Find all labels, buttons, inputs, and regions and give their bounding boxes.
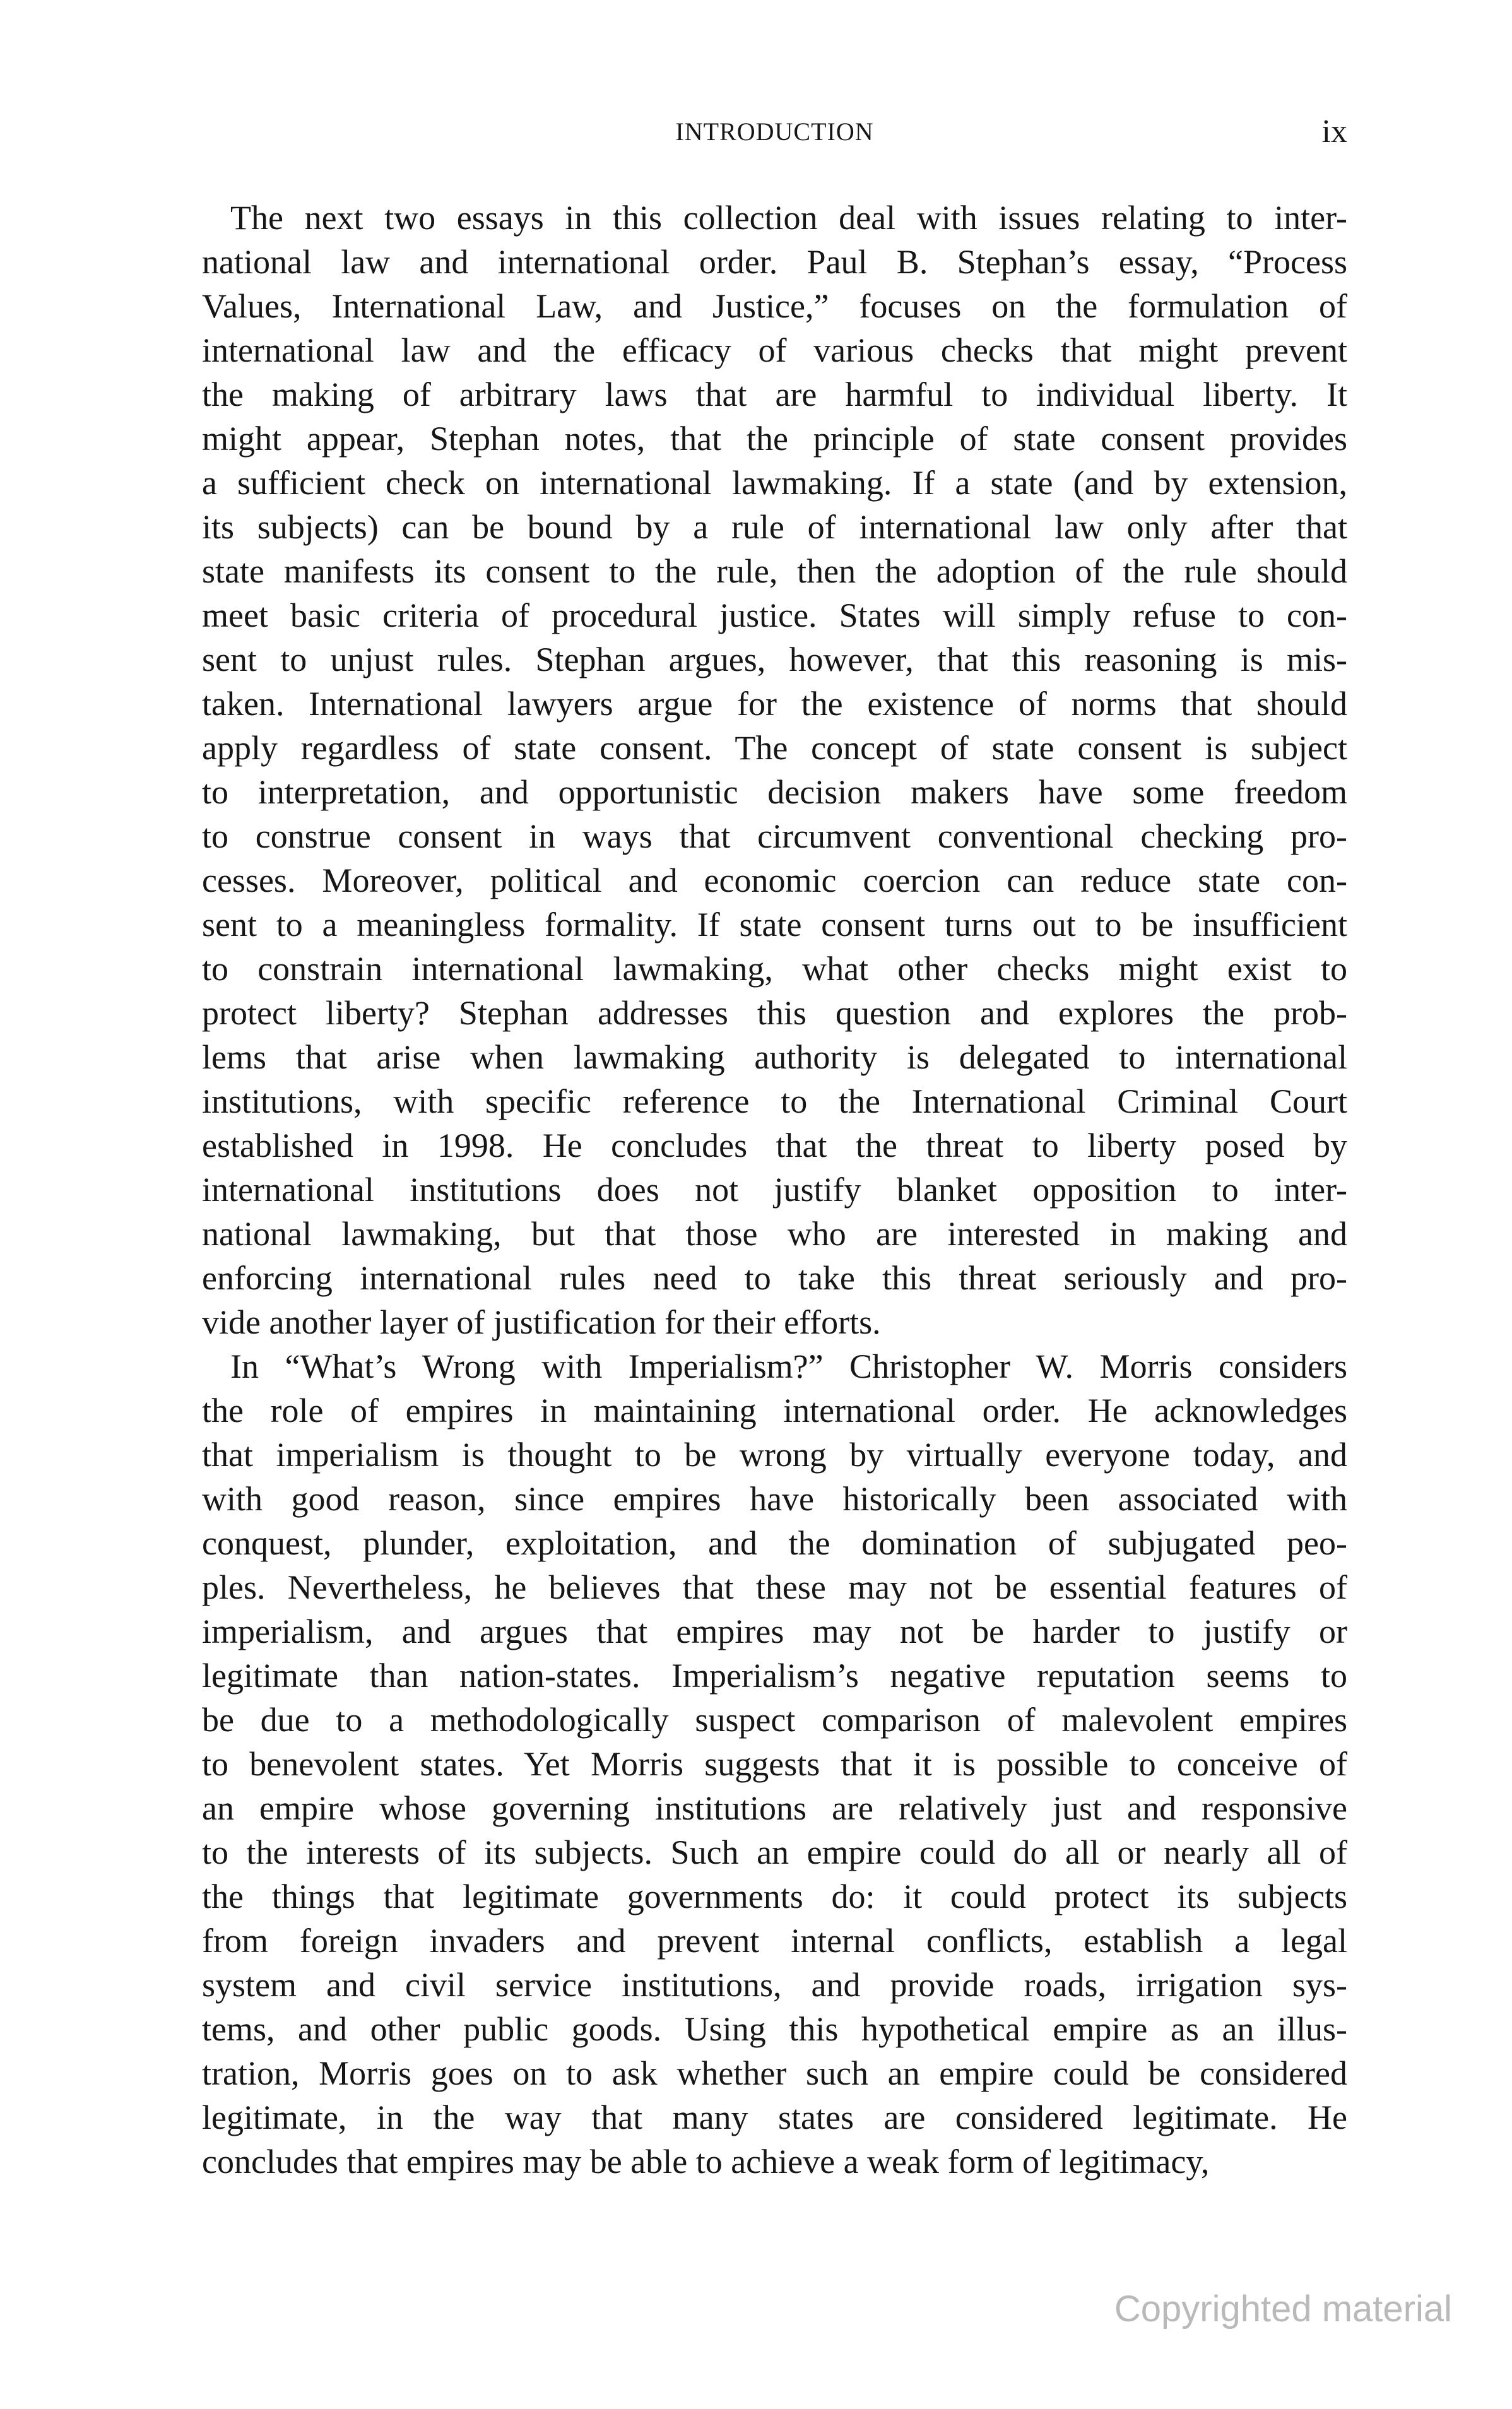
text-line: cesses. Moreover, political and economic coercion can reduce state con- [202,861,1347,899]
text-line: with good reason, since empires have historically been associated with [202,1480,1347,1518]
text-line: the role of empires in maintaining international order. He acknowledges [202,1392,1347,1429]
text-line: an empire whose governing institutions are relatively just and responsive [202,1789,1347,1827]
text-line: to construe consent in ways that circumvent conventional checking pro- [202,817,1347,855]
text-line: The next two essays in this collection deal with issues relating to inter- [230,199,1347,237]
text-line: protect liberty? Stephan addresses this question and explores the prob- [202,994,1347,1032]
text-line: national lawmaking, but that those who are interested in making and [202,1215,1347,1253]
text-line: international institutions does not justify blanket opposition to inter- [202,1171,1347,1209]
text-line: lems that arise when lawmaking authority is delegated to international [202,1038,1347,1076]
section-title: INTRODUCTION [675,117,874,146]
text-line: a sufficient check on international lawmaking. If a state (and by extension, [202,464,1347,502]
text-line: conquest, plunder, exploitation, and the domination of subjugated peo- [202,1524,1347,1562]
text-line: established in 1998. He concludes that the threat to liberty posed by [202,1127,1347,1164]
text-line: meet basic criteria of procedural justice. States will simply refuse to con- [202,596,1347,634]
text-line: enforcing international rules need to take this threat seriously and pro- [202,1259,1347,1297]
paragraph [202,196,1347,1344]
text-line: legitimate, in the way that many states are considered legitimate. He [202,2098,1347,2136]
text-line: institutions, with specific reference to the International Criminal Court [202,1082,1347,1120]
running-head [202,114,1347,167]
text-line: the things that legitimate governments do: it could protect its subjects [202,1878,1347,1915]
text-line: to interpretation, and opportunistic decision makers have some freedom [202,773,1347,811]
copyright-watermark: Copyrighted material [1114,2288,1452,2329]
text-line: national law and international order. Paul B. Stephan’s essay, “Process [202,243,1347,281]
text-line: to the interests of its subjects. Such an empire could do all or nearly all of [202,1833,1347,1871]
text-line: international law and the efficacy of various checks that might prevent [202,331,1347,369]
text-line: apply regardless of state consent. The concept of state consent is subject [202,729,1347,767]
text-line: ples. Nevertheless, he believes that these may not be essential features of [202,1568,1347,1606]
text-line: In “What’s Wrong with Imperialism?” Christopher W. Morris considers [230,1347,1347,1385]
text-line: taken. International lawyers argue for the existence of norms that should [202,685,1347,723]
paragraph [202,1344,1347,2184]
text-line: tems, and other public goods. Using this hypothetical empire as an illus- [202,2010,1347,2048]
text-line: to benevolent states. Yet Morris suggests that it is possible to conceive of [202,1745,1347,1783]
text-line: concludes that empires may be able to achieve a weak form of legitimacy, [202,2143,1210,2181]
text-line: might appear, Stephan notes, that the principle of state consent provides [202,420,1347,458]
body-text [202,196,1347,2184]
text-line: sent to a meaningless formality. If state consent turns out to be insufficient [202,906,1347,944]
text-line: Values, International Law, and Justice,” focuses on the formulation of [202,287,1347,325]
text-line: the making of arbitrary laws that are harmful to individual liberty. It [202,376,1347,413]
text-line: its subjects) can be bound by a rule of international law only after that [202,508,1347,546]
page-number: ix [1321,114,1347,150]
text-line: state manifests its consent to the rule, then the adoption of the rule should [202,552,1347,590]
text-line: imperialism, and argues that empires may not be harder to justify or [202,1613,1347,1650]
text-line: from foreign invaders and prevent internal conflicts, establish a legal [202,1922,1347,1960]
text-line: be due to a methodologically suspect comparison of malevolent empires [202,1701,1347,1739]
text-line: sent to unjust rules. Stephan argues, however, that this reasoning is mis- [202,641,1347,678]
text-line: system and civil service institutions, and provide roads, irrigation sys- [202,1966,1347,2004]
text-line: legitimate than nation-states. Imperialism’s negative reputation seems to [202,1657,1347,1695]
text-line: vide another layer of justification for their efforts. [202,1303,881,1341]
text-line: tration, Morris goes on to ask whether such an empire could be considered [202,2054,1347,2092]
text-line: that imperialism is thought to be wrong by virtually everyone today, and [202,1436,1347,1474]
text-line: to constrain international lawmaking, what other checks might exist to [202,950,1347,988]
